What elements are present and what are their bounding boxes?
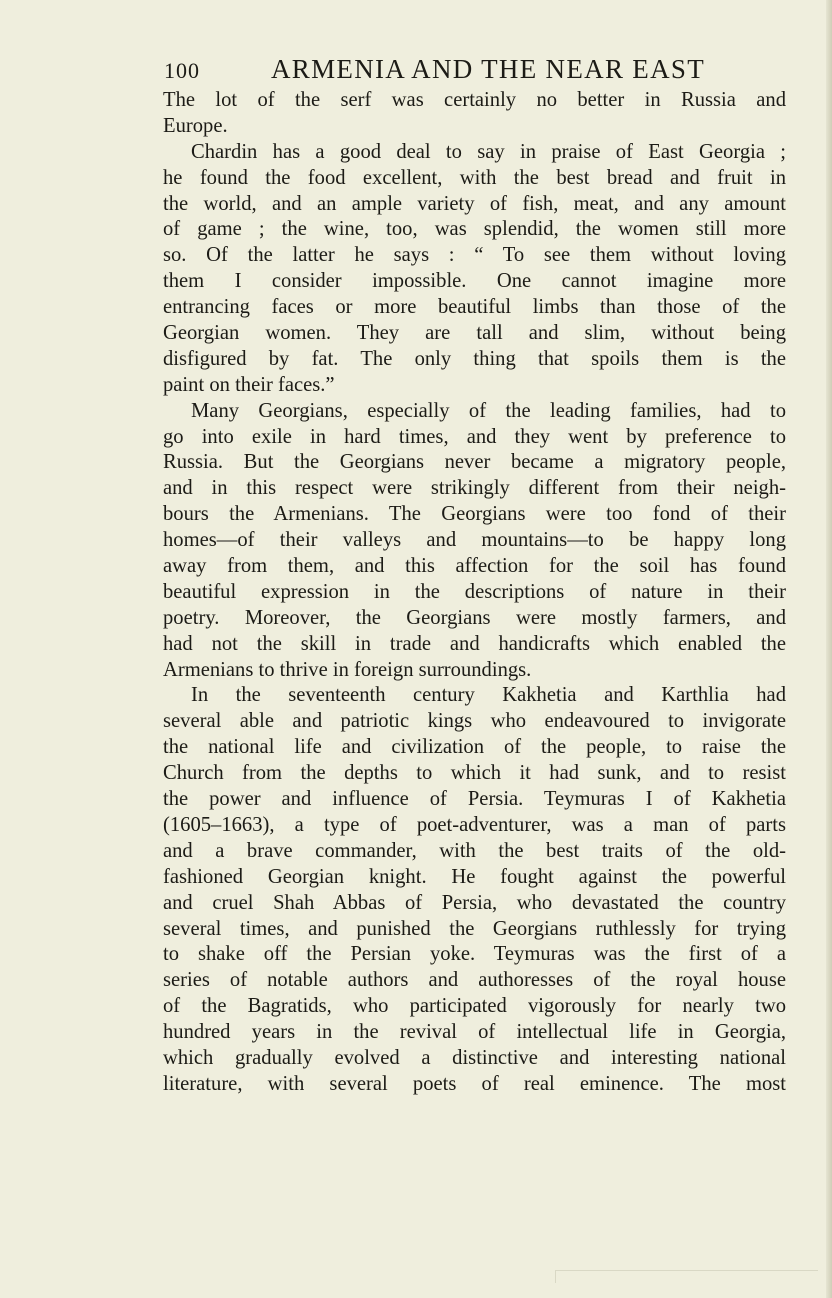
text-line: and a brave commander, with the best traits of the old-: [163, 839, 786, 862]
page-edge: [826, 0, 832, 1298]
text-line: had not the skill in trade and handicrafts which enabled the: [163, 632, 786, 655]
text-line: and cruel Shah Abbas of Persia, who devastated the country: [163, 891, 786, 914]
text-line: Russia. But the Georgians never became a migratory people,: [163, 451, 786, 474]
text-line: (1605–1663), a type of poet-adventurer, was a man of parts: [163, 813, 786, 836]
body-text: [163, 88, 786, 1098]
text-line: the world, and an ample variety of fish, meat, and any amount: [163, 192, 786, 215]
text-line: and in this respect were strikingly different from their neigh-: [163, 477, 786, 500]
text-line: several able and patriotic kings who endeavoured to invigorate: [163, 710, 786, 733]
text-line: hundred years in the revival of intellectual life in Georgia,: [163, 1021, 786, 1044]
text-line: Armenians to thrive in foreign surroundings.: [163, 658, 532, 681]
running-title: ARMENIA AND THE NEAR EAST: [271, 54, 706, 84]
page-number: 100: [164, 58, 200, 83]
text-line: several times, and punished the Georgians ruthlessly for trying: [163, 917, 786, 940]
text-line: them I consider impossible. One cannot imagine more: [163, 270, 786, 293]
text-line: fashioned Georgian knight. He fought against the powerful: [163, 865, 786, 888]
text-line: poetry. Moreover, the Georgians were mostly farmers, and: [163, 606, 786, 629]
text-line: the power and influence of Persia. Teymuras I of Kakhetia: [163, 788, 786, 811]
text-line: so. Of the latter he says : “ To see them without loving: [163, 244, 786, 267]
text-line: paint on their faces.”: [163, 373, 335, 396]
text-line: entrancing faces or more beautiful limbs than those of the: [163, 296, 786, 319]
text-line: the national life and civilization of the people, to raise the: [163, 736, 786, 759]
scan-edge-mark: [555, 1270, 818, 1283]
page-header: [164, 50, 788, 90]
text-line: Europe.: [163, 114, 228, 137]
text-line: beautiful expression in the descriptions of nature in their: [163, 580, 786, 603]
text-line: go into exile in hard times, and they went by preference to: [163, 425, 786, 448]
text-line: to shake off the Persian yoke. Teymuras was the first of a: [163, 943, 786, 966]
text-line: literature, with several poets of real eminence. The most: [163, 1072, 786, 1095]
text-line: he found the food excellent, with the best bread and fruit in: [163, 166, 786, 189]
text-line: homes—of their valleys and mountains—to be happy long: [163, 529, 786, 552]
text-line: series of notable authors and authoresses of the royal house: [163, 969, 786, 992]
text-line: away from them, and this affection for the soil has found: [163, 555, 786, 578]
text-line: Church from the depths to which it had sunk, and to resist: [163, 762, 786, 785]
text-line: In the seventeenth century Kakhetia and Karthlia had: [191, 684, 786, 707]
text-line: Chardin has a good deal to say in praise of East Georgia ;: [191, 140, 786, 163]
text-line: which gradually evolved a distinctive and interesting national: [163, 1046, 786, 1069]
text-line: of the Bagratids, who participated vigorously for nearly two: [163, 995, 786, 1018]
text-line: disfigured by fat. The only thing that spoils them is the: [163, 347, 786, 370]
text-line: Many Georgians, especially of the leading families, had to: [191, 399, 786, 422]
text-line: The lot of the serf was certainly no better in Russia and: [163, 89, 786, 111]
text-line: Georgian women. They are tall and slim, without being: [163, 322, 786, 345]
text-line: of game ; the wine, too, was splendid, the women still more: [163, 218, 786, 241]
text-line: bours the Armenians. The Georgians were too fond of their: [163, 503, 786, 526]
